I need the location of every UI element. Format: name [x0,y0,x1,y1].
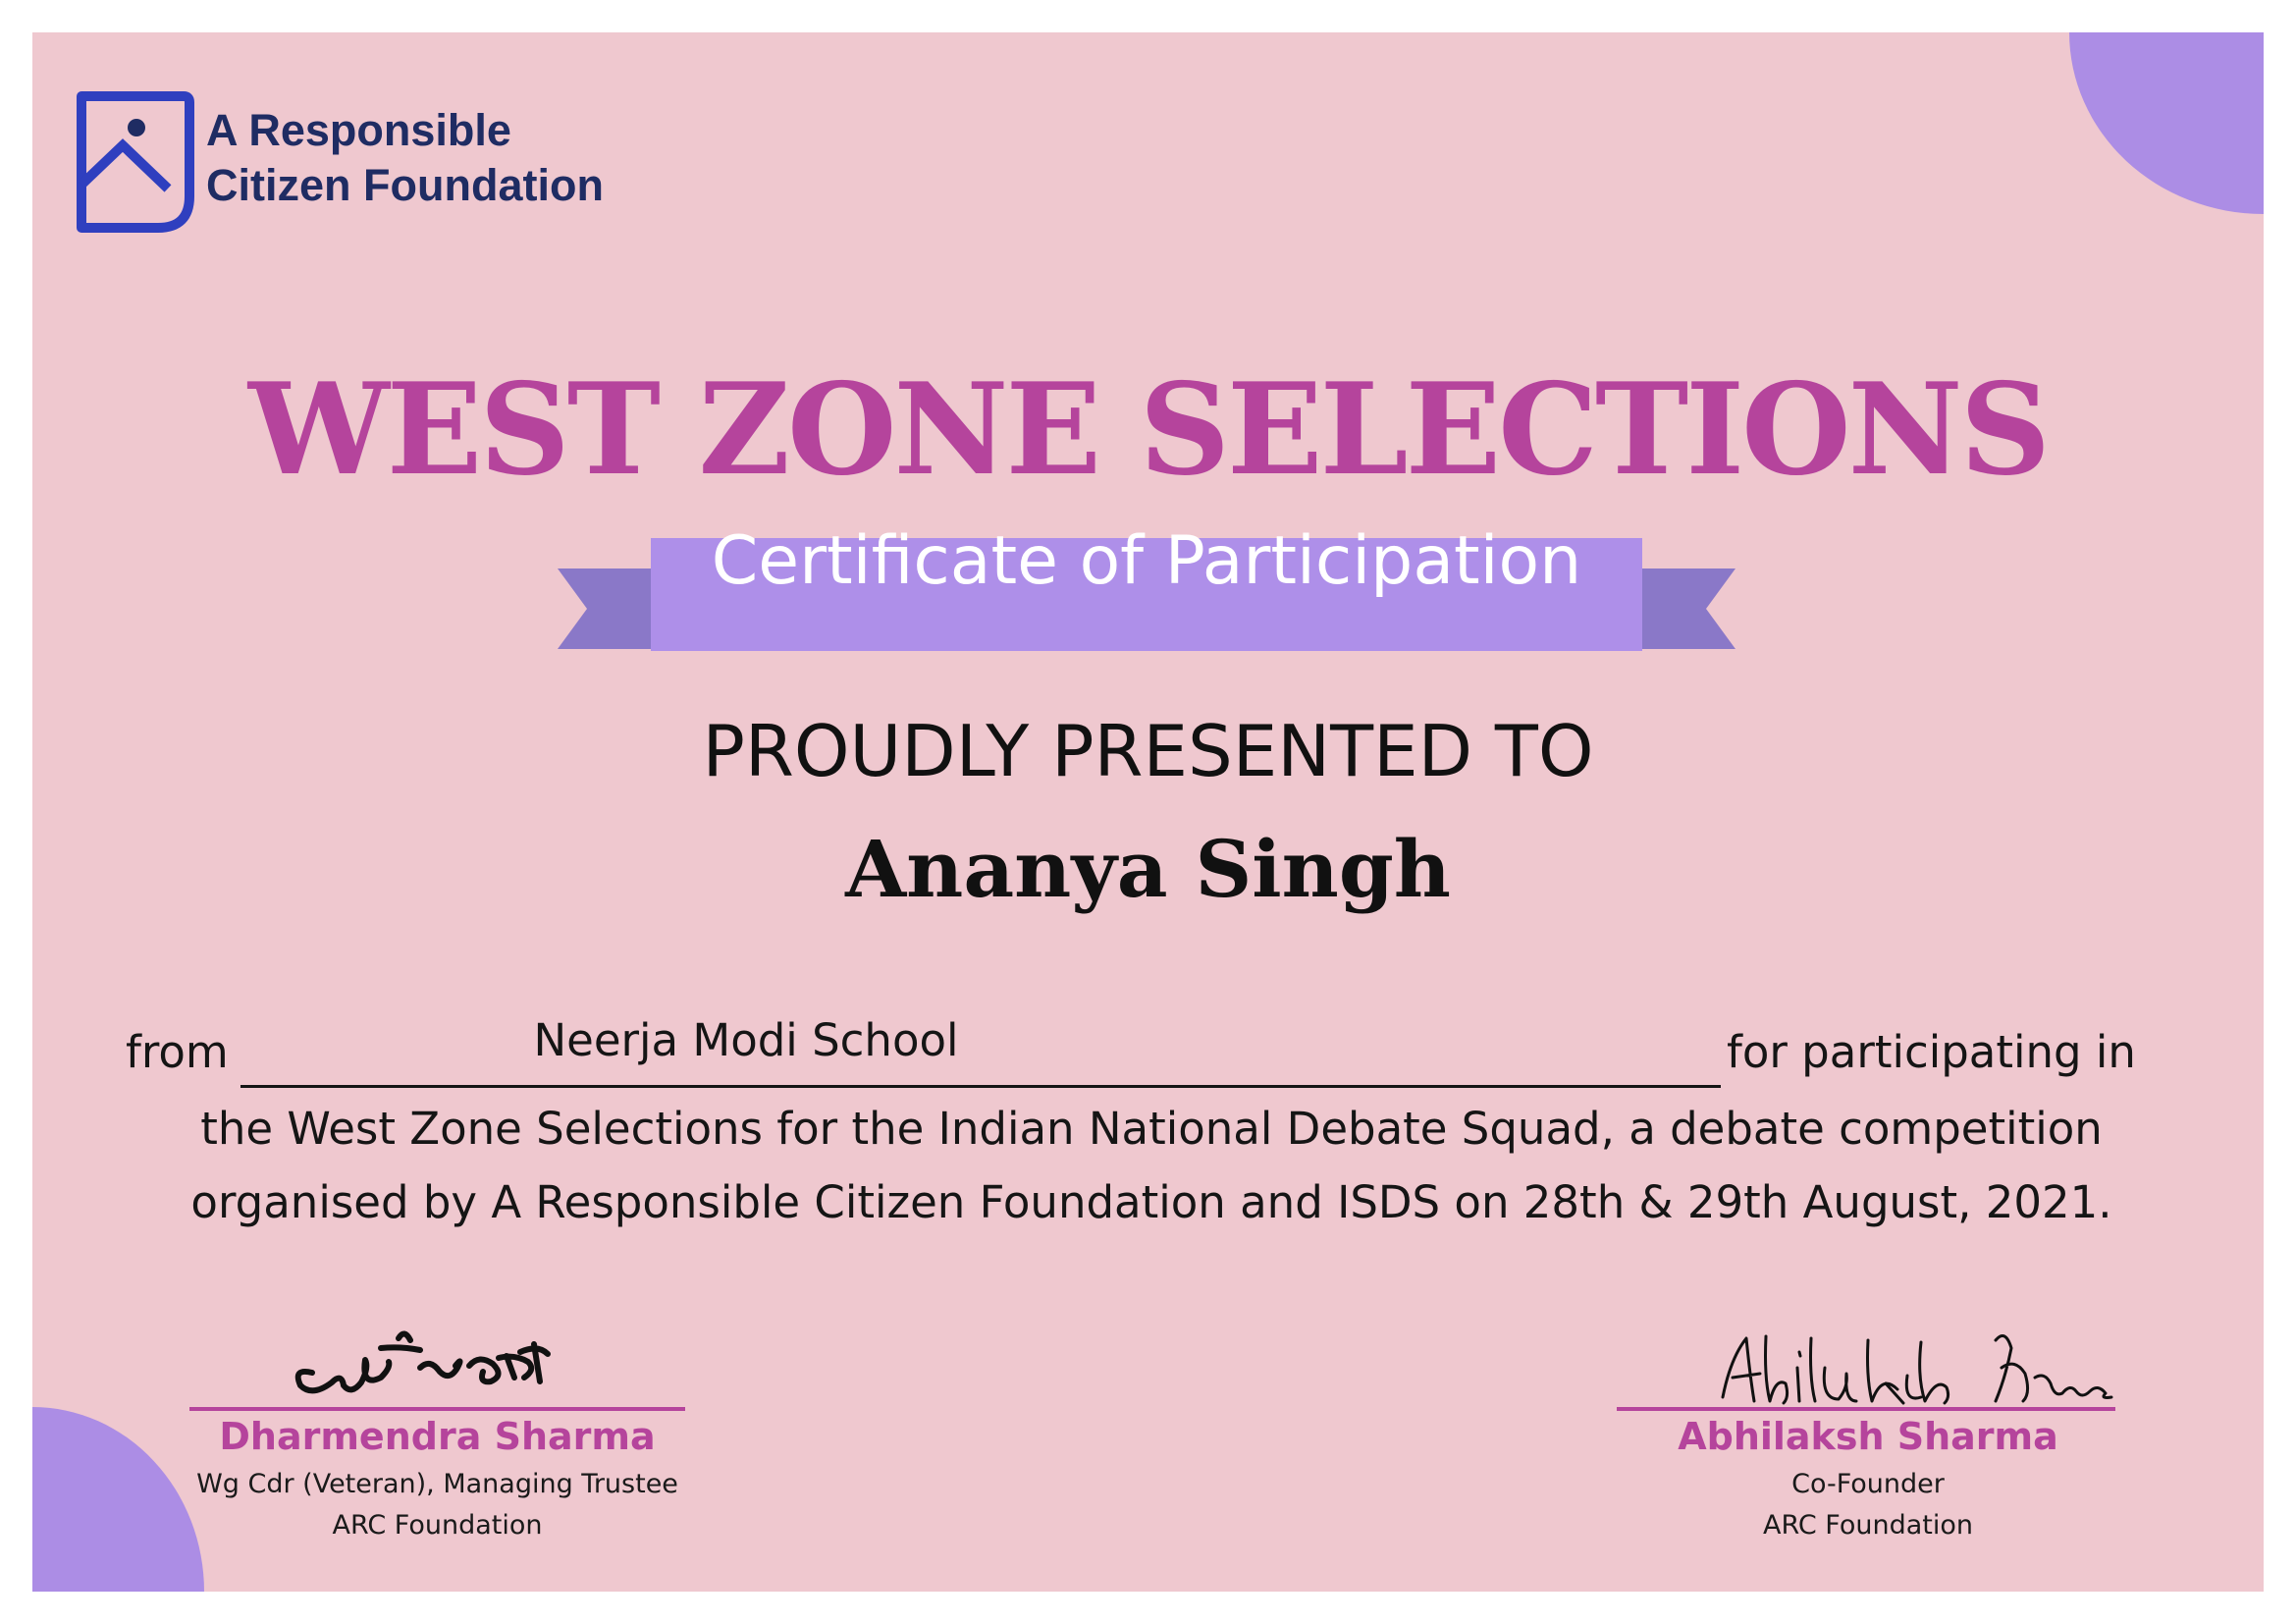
school-name: Neerja Modi School [533,1014,959,1066]
recipient-name: Ananya Singh [845,823,1451,915]
certificate-title: WEST ZONE SELECTIONS [247,356,2049,504]
certificate-subtitle: Certificate of Participation [711,522,1582,600]
organization-name-line2: Citizen Foundation [206,160,604,210]
signatory-role-right-line2: ARC Foundation [1762,1510,1974,1541]
corner-decoration-top-right [2069,32,2264,214]
signatory-role-right [1608,1464,2128,1546]
organization-name [206,103,604,213]
corner-decoration-bottom-left [32,1407,204,1592]
presented-to-line: PROUDLY PRESENTED TO [702,710,1594,792]
house-person-icon [74,86,195,234]
school-underline [240,1085,1721,1088]
body-line-2: the West Zone Selections for the Indian National Debate Squad, a debate competition [200,1103,2103,1155]
signature-left [283,1299,616,1407]
signature-line-left [189,1407,685,1411]
organization-name-line1: A Responsible [206,105,511,155]
signatory-role-left [180,1464,695,1546]
signature-right [1711,1319,2123,1417]
signatory-role-left-line1: Wg Cdr (Veteran), Managing Trustee [196,1469,678,1499]
certificate [32,32,2264,1592]
signatory-role-left-line2: ARC Foundation [332,1510,543,1541]
from-label: from [126,1026,229,1078]
body-line-1-tail: for participating in [1727,1026,2136,1078]
signature-line-right [1617,1407,2115,1411]
signatory-role-right-line1: Co-Founder [1791,1469,1945,1499]
signatory-name-right: Abhilaksh Sharma [1678,1415,2058,1458]
signatory-name-left: Dharmendra Sharma [219,1415,656,1458]
body-line-3: organised by A Responsible Citizen Foundation and ISDS on 28th & 29th August, 2021. [190,1176,2112,1228]
